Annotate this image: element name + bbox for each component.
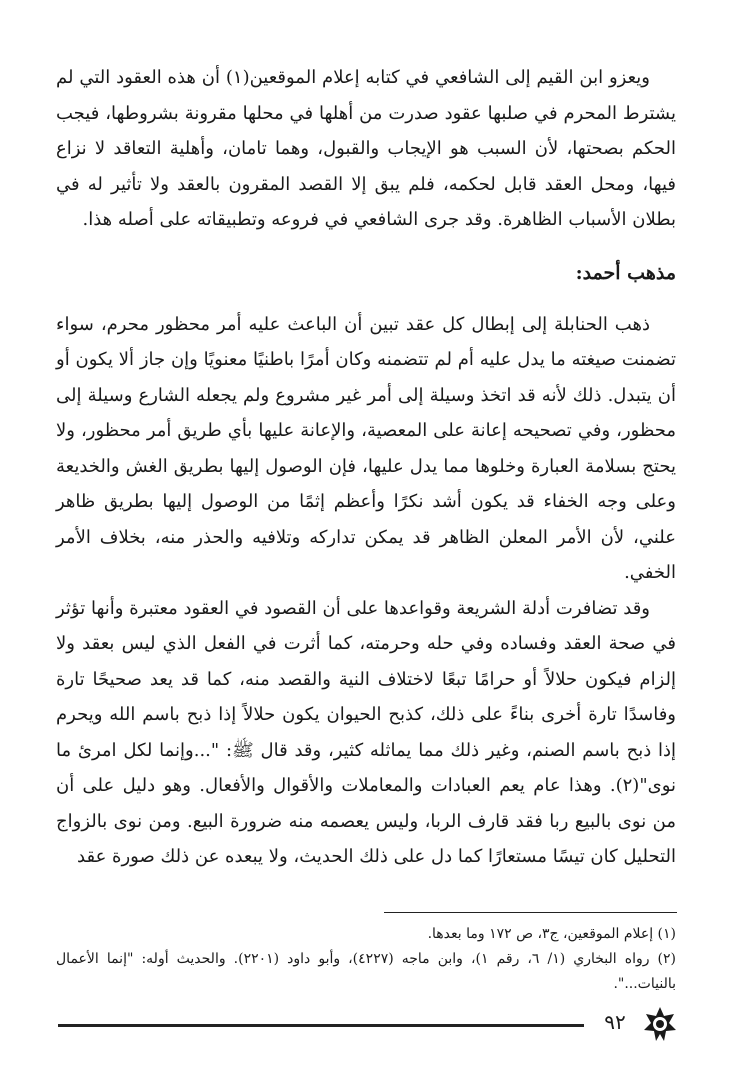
evidence-paragraph: وقد تضافرت أدلة الشريعة وقواعدها على أن القصود في العقود معتبرة وأنها تؤثر في صحة العقد وفساده وفي حله وحرمته، كما أثرت في الفعل الذي ليس بعقد ولا إلزام فيكون حلالاً أو حرامًا تبعًا لاختلاف النية والقصد منه، كما قد يعد صحيحًا تارة وفاسدًا تارة أخرى بناءً على ذلك، كذبح الحيوان يكون حلالاً إذا ذبح باسم الله ويحرم إذا ذبح باسم الصنم، وغير ذلك مما يماثله كثير، وقد قال ﷺ: "...وإنما لكل امرئ ما نوى"(٢). وهذا عام يعم العبادات والمعاملات والأقوال والأفعال. وهو دليل على أن من نوى بالبيع ربا فقد قارف الربا، وليس يعصمه منه ضرورة البيع. ومن نوى بالزواج التحليل كان تيسًا مستعارًا كما دل على ذلك الحديث، ولا يبعده عن ذلك صورة عقد xyxy=(56,597,676,867)
footnotes xyxy=(56,922,676,997)
footnote-divider xyxy=(384,912,677,913)
footnote-2: (٢) رواه البخاري (١/ ٦، رقم ١)، وابن ماجه (٤٢٢٧)، وأبو داود (٢٢٠١). والحديث أوله: "إنما الأعمال بالنيات...". xyxy=(56,951,677,992)
intro-paragraph: ويعزو ابن القيم إلى الشافعي في كتابه إعلام الموقعين(١) أن هذه العقود التي لم يشترط المحرم في صلبها عقود صدرت من أهلها في محلها مقرونة بشروطها، فيجب الحكم بصحتها، لأن السبب هو الإيجاب والقبول، وهما تامان، وأهلية التعاقد لا نزاع فيها، ومحل العقد قابل لحكمه، فلم يبق إلا القصد المقرون بالعقد ولا تأثير له في بطلان الأسباب الظاهرة. وقد جرى الشافعي في فروعه وتطبيقاته على أصله هذا. xyxy=(56,67,676,230)
hanbali-paragraph: ذهب الحنابلة إلى إبطال كل عقد تبين أن الباعث عليه أمر محظور محرم، سواء تضمنت صيغته ما يدل عليه أم لم تتضمنه وكان أمرًا باطنيًا معنويًا وإن جاز ألا يكون أو أن يتبدل. ذلك لأنه قد اتخذ وسيلة إلى أمر غير مشروع ولم يجعله الشارع وسيلة إلى محظور، وفي تصحيحه إعانة على المعصية، والإعانة عليها بأي طريق أمر محظور، ولا يحتج بسلامة العبارة وخلوها مما يدل عليها، فإن الوصول إليها بطريق الغش والخديعة وعلى وجه الخفاء قد يكون أشد نكرًا وأعظم إثمًا من الوصول إليها بطريق ظاهر علني، لأن الأمر المعلن الظاهر قد يمكن تداركه وتلافيه والحذر منه، بخلاف الأمر الخفي. xyxy=(56,313,676,583)
page-body xyxy=(56,60,676,875)
page-number: ٩٢ xyxy=(604,1010,626,1034)
footnote-1: (١) إعلام الموقعين، ج٣، ص ١٧٢ وما بعدها. xyxy=(427,926,676,942)
star-ornament-icon xyxy=(642,1006,678,1042)
footer-rule xyxy=(58,1024,584,1027)
section-heading: مذهب أحمد: xyxy=(575,261,676,284)
